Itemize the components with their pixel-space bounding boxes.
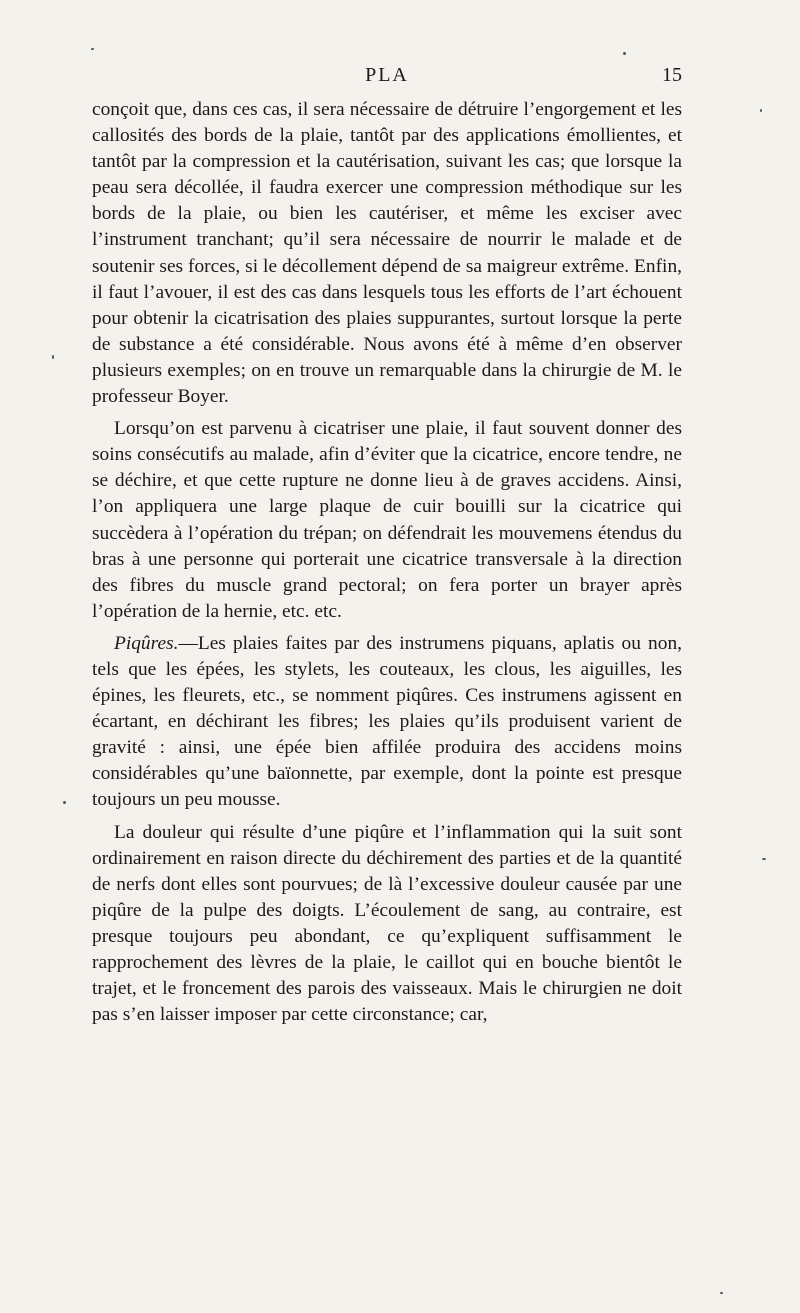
- paragraph-3-text: —Les plaies faites par des instrumens piquans, aplatis ou non, tels que les épées, les stylets, les couteaux, les clous, les aiguilles, les épines, les fleurets, etc., se nomment piqûres. Ces instrumens agissent en écartant, en déchirant les fibres; les plaies qu’ils produisent varient de gravité : ainsi, une épée bien affilée produira des accidens moins considérables qu’une baïonnette, par exemple, dont la pointe est presque toujours un peu mousse.: [92, 632, 682, 811]
- paragraph-3: [92, 631, 682, 814]
- paper-speck: [720, 1292, 723, 1294]
- section-lead-piqures: Piqûres.: [114, 632, 179, 654]
- paper-speck: [623, 52, 626, 55]
- paper-speck: [91, 48, 94, 50]
- paragraph-2: Lorsqu’on est parvenu à cicatriser une plaie, il faut souvent donner des soins consécutifs au malade, afin d’éviter que la cicatrice, encore tendre, ne se déchire, et que cette rupture ne donne lieu à de graves accidens. Ainsi, l’on appliquera une large plaque de cuir bouilli sur la cicatrice qui succèdera à l’opération du trépan; on défendrait les mouvemens étendus du bras à une personne qui porterait une cicatrice transversale à la direction des fibres du muscle grand pectoral; on fera porter un brayer après l’opération de la hernie, etc. etc.: [92, 418, 682, 622]
- paragraph-4: La douleur qui résulte d’une piqûre et l’inflammation qui la suit sont ordinairement en raison directe du déchirement des parties et de la quantité de nerfs dont elles sont pourvues; de là l’excessive douleur causée par une piqûre de la pulpe des doigts. L’écoulement de sang, au contraire, est presque toujours peu abondant, ce qu’expliquent suffisamment le rapprochement des lèvres de la plaie, le caillot qui en bouche bientôt le trajet, et le froncement des parois des vaisseaux. Mais le chirurgien ne doit pas s’en laisser imposer par cette circonstance; car,: [92, 821, 682, 1026]
- text-body: [92, 97, 682, 1028]
- paper-speck: [63, 801, 66, 804]
- paper-speck: [52, 355, 54, 359]
- page-number: 15: [662, 64, 682, 86]
- running-head: [92, 64, 682, 94]
- running-title: PLA: [365, 64, 409, 86]
- paragraph-1: conçoit que, dans ces cas, il sera nécessaire de détruire l’engorgement et les callosités des bords de la plaie, tantôt par des applications émollientes, et tantôt par la compression et la cautérisation, suivant les cas; que lorsque la peau sera décollée, il faudra exercer une compression méthodique sur les bords de la plaie, ou bien les cautériser, et même les exciser avec l’instrument tranchant; qu’il sera nécessaire de nourrir le malade et de soutenir ses forces, si le décollement dépend de sa maigreur extrême. Enfin, il faut l’avouer, il est des cas dans lesquels tous les efforts de l’art échouent pour obtenir la cicatrisation des plaies suppurantes, surtout lorsque la perte de substance a été considérable. Nous avons été à même d’en observer plusieurs exemples; on en trouve un remarquable dans la chirurgie de M. le professeur Boyer.: [92, 99, 682, 408]
- paper-speck: [760, 109, 762, 112]
- paper-speck: [762, 858, 766, 860]
